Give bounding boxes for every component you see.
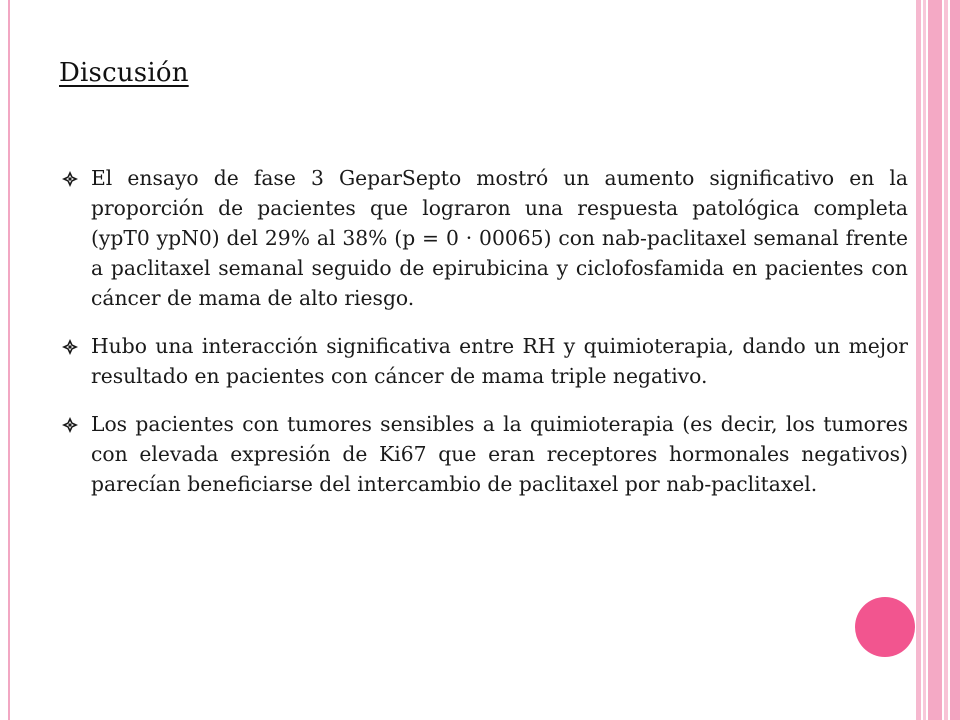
right-decorative-stripe <box>928 0 942 720</box>
bullet-item <box>62 409 908 499</box>
slide-title: Discusión <box>59 58 189 88</box>
right-decorative-stripe <box>950 0 960 720</box>
diamond-bullet-icon <box>62 171 78 187</box>
right-decorative-stripe <box>923 0 926 720</box>
right-decorative-stripe <box>916 0 921 720</box>
diamond-bullet-icon <box>62 339 78 355</box>
bullet-list <box>62 163 908 517</box>
left-border-line <box>8 0 10 720</box>
bullet-text: El ensayo de fase 3 GeparSepto mostró un aumento significativo en la proporción de pacientes que lograron una respuesta patológica completa (ypT0 ypN0) del 29% al 38% (p = 0 · 00065) con nab-paclitaxel semanal frente a paclitaxel semanal seguido de epirubicina y ciclofosfamida en pacientes con cáncer de mama de alto riesgo. <box>91 166 908 310</box>
diamond-bullet-icon <box>62 417 78 433</box>
right-decorative-stripe <box>944 0 948 720</box>
bullet-text: Los pacientes con tumores sensibles a la quimioterapia (es decir, los tumores con elevada expresión de Ki67 que eran receptores hormonales negativos) parecían beneficiarse del intercambio de paclitaxel por nab-paclitaxel. <box>91 412 908 496</box>
bullet-item <box>62 331 908 391</box>
bullet-text: Hubo una interacción significativa entre RH y quimioterapia, dando un mejor resultado en pacientes con cáncer de mama triple negativo. <box>91 334 908 388</box>
bullet-item <box>62 163 908 313</box>
decorative-circle <box>855 597 915 657</box>
